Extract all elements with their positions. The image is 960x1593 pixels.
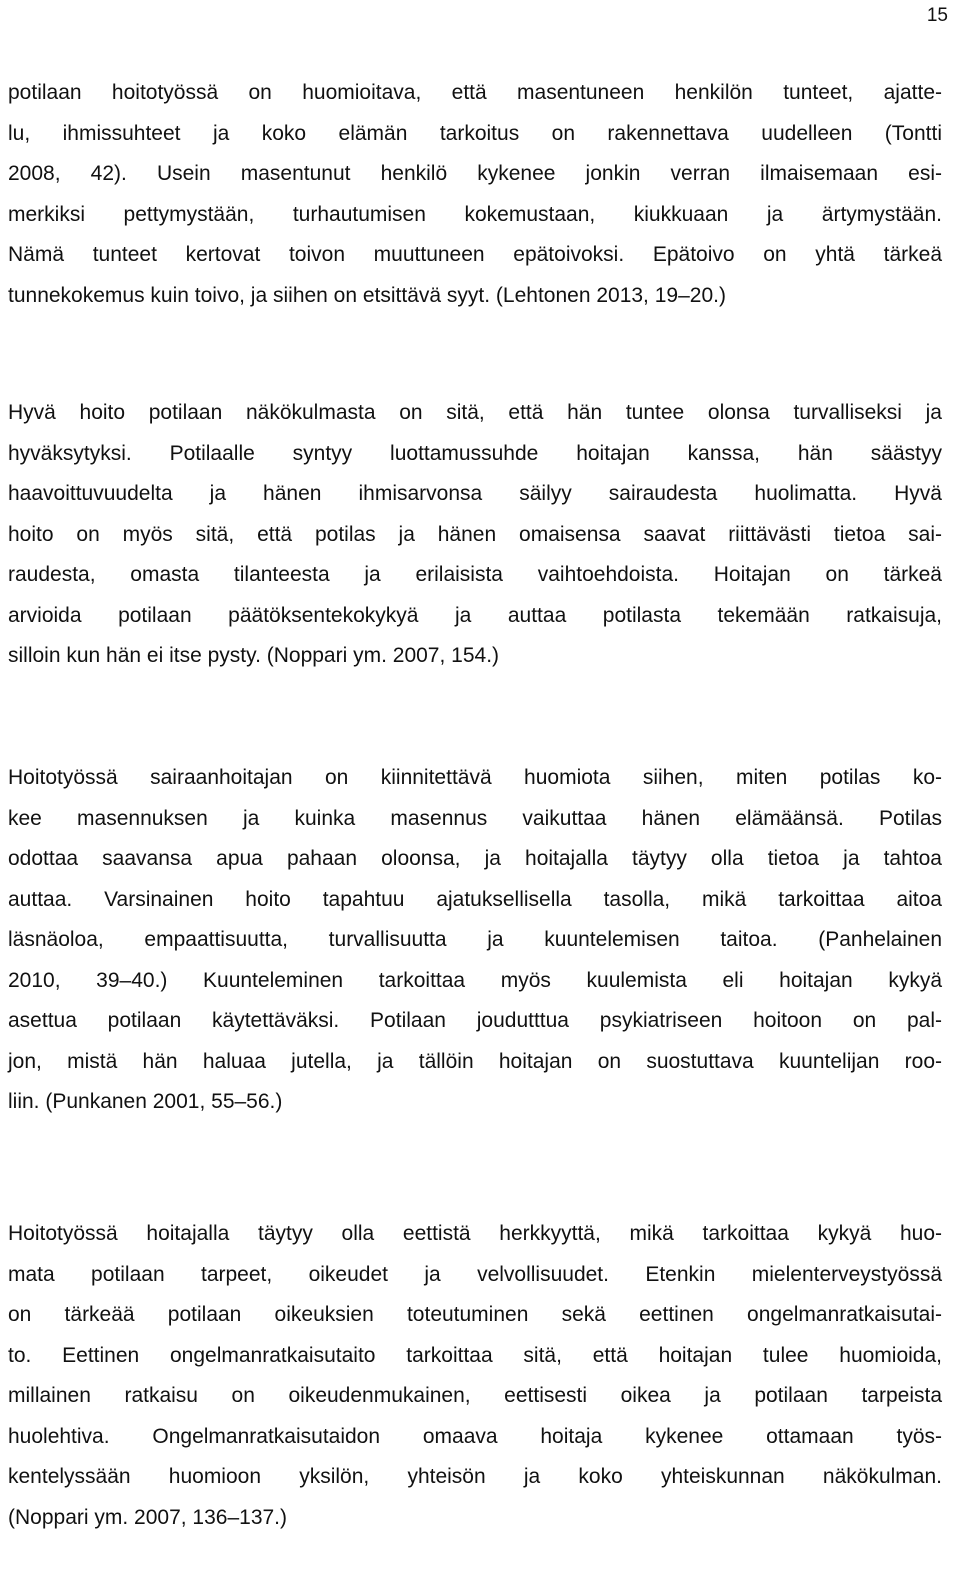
text-line: silloin kun hän ei itse pysty. (Noppari ym. 2007, 154.) [8, 644, 500, 667]
text-line: lu, ihmissuhteet ja koko elämän tarkoitus on rakennettava uudelleen (Tontti [8, 121, 942, 145]
text-line: on tärkeää potilaan oikeuksien toteutuminen sekä eettinen ongelmanratkaisutai- [8, 1303, 942, 1326]
paragraph-2 [8, 393, 942, 677]
text-line: 2008, 42). Usein masentunut henkilö kykenee jonkin verran ilmaisemaan esi- [8, 162, 942, 185]
text-line: mata potilaan tarpeet, oikeudet ja velvollisuudet. Etenkin mielenterveystyössä [8, 1262, 942, 1286]
text-line: jon, mistä hän haluaa jutella, ja tällöin hoitajan on suostuttava kuuntelijan roo- [8, 1049, 942, 1073]
text-line: kee masennuksen ja kuinka masennus vaikuttaa hänen elämäänsä. Potilas [8, 806, 942, 830]
text-line: läsnäoloa, empaattisuutta, turvallisuutta ja kuuntelemisen taitoa. (Panhelainen [8, 928, 942, 951]
text-line: tunnekokemus kuin toivo, ja siihen on etsittävä syyt. (Lehtonen 2013, 19–20.) [8, 283, 726, 307]
text-line: potilaan hoitotyössä on huomioitava, että masentuneen henkilön tunteet, ajatte- [8, 81, 942, 104]
text-line: Hoitotyössä sairaanhoitajan on kiinnitettävä huomiota siihen, miten potilas ko- [8, 766, 942, 789]
text-line: Nämä tunteet kertovat toivon muuttuneen epätoivoksi. Epätoivo on yhtä tärkeä [8, 243, 942, 266]
text-line: to. Eettinen ongelmanratkaisutaito tarkoittaa sitä, että hoitajan tulee huomioida, [8, 1343, 942, 1367]
page-number: 15 [926, 5, 948, 26]
text-line: hyväksytyksi. Potilaalle syntyy luottamussuhde hoitajan kanssa, hän säästyy [8, 441, 942, 465]
text-line: arvioida potilaan päätöksentekokykyä ja auttaa potilasta tekemään ratkaisuja, [8, 603, 942, 627]
text-line: auttaa. Varsinainen hoito tapahtuu ajatuksellisella tasolla, mikä tarkoittaa aitoa [8, 887, 942, 911]
text-line: (Noppari ym. 2007, 136–137.) [8, 1505, 287, 1529]
paragraph-1 [8, 73, 942, 316]
text-line: hoito on myös sitä, että potilas ja hänen omaisensa saavat riittävästi tietoa sai- [8, 522, 942, 546]
text-line: odottaa saavansa apua pahaan oloonsa, ja hoitajalla täytyy olla tietoa ja tahtoa [8, 847, 942, 870]
text-line: millainen ratkaisu on oikeudenmukainen, eettisesti oikea ja potilaan tarpeista [8, 1384, 942, 1407]
text-line: haavoittuvuudelta ja hänen ihmisarvonsa säilyy sairaudesta huolimatta. Hyvä [8, 482, 942, 505]
text-line: 2010, 39–40.) Kuunteleminen tarkoittaa myös kuulemista eli hoitajan kykyä [8, 968, 942, 992]
paragraph-4 [8, 1214, 942, 1538]
paragraph-3 [8, 758, 942, 1123]
text-line: raudesta, omasta tilanteesta ja erilaisista vaihtoehdoista. Hoitajan on tärkeä [8, 563, 942, 586]
text-line: kentelyssään huomioon yksilön, yhteisön ja koko yhteiskunnan näkökulman. [8, 1465, 942, 1488]
text-line: Hoitotyössä hoitajalla täytyy olla eettistä herkkyyttä, mikä tarkoittaa kykyä huo- [8, 1222, 942, 1245]
text-line: huolehtiva. Ongelmanratkaisutaidon omaava hoitaja kykenee ottamaan työs- [8, 1424, 942, 1448]
text-line: liin. (Punkanen 2001, 55–56.) [8, 1090, 283, 1113]
text-line: asettua potilaan käytettäväksi. Potilaan joudutttua psykiatriseen hoitoon on pal- [8, 1009, 942, 1032]
text-line: Hyvä hoito potilaan näkökulmasta on sitä, että hän tuntee olonsa turvalliseksi ja [8, 401, 942, 424]
text-line: merkiksi pettymystään, turhautumisen kokemustaan, kiukkuaan ja ärtymystään. [8, 202, 942, 226]
